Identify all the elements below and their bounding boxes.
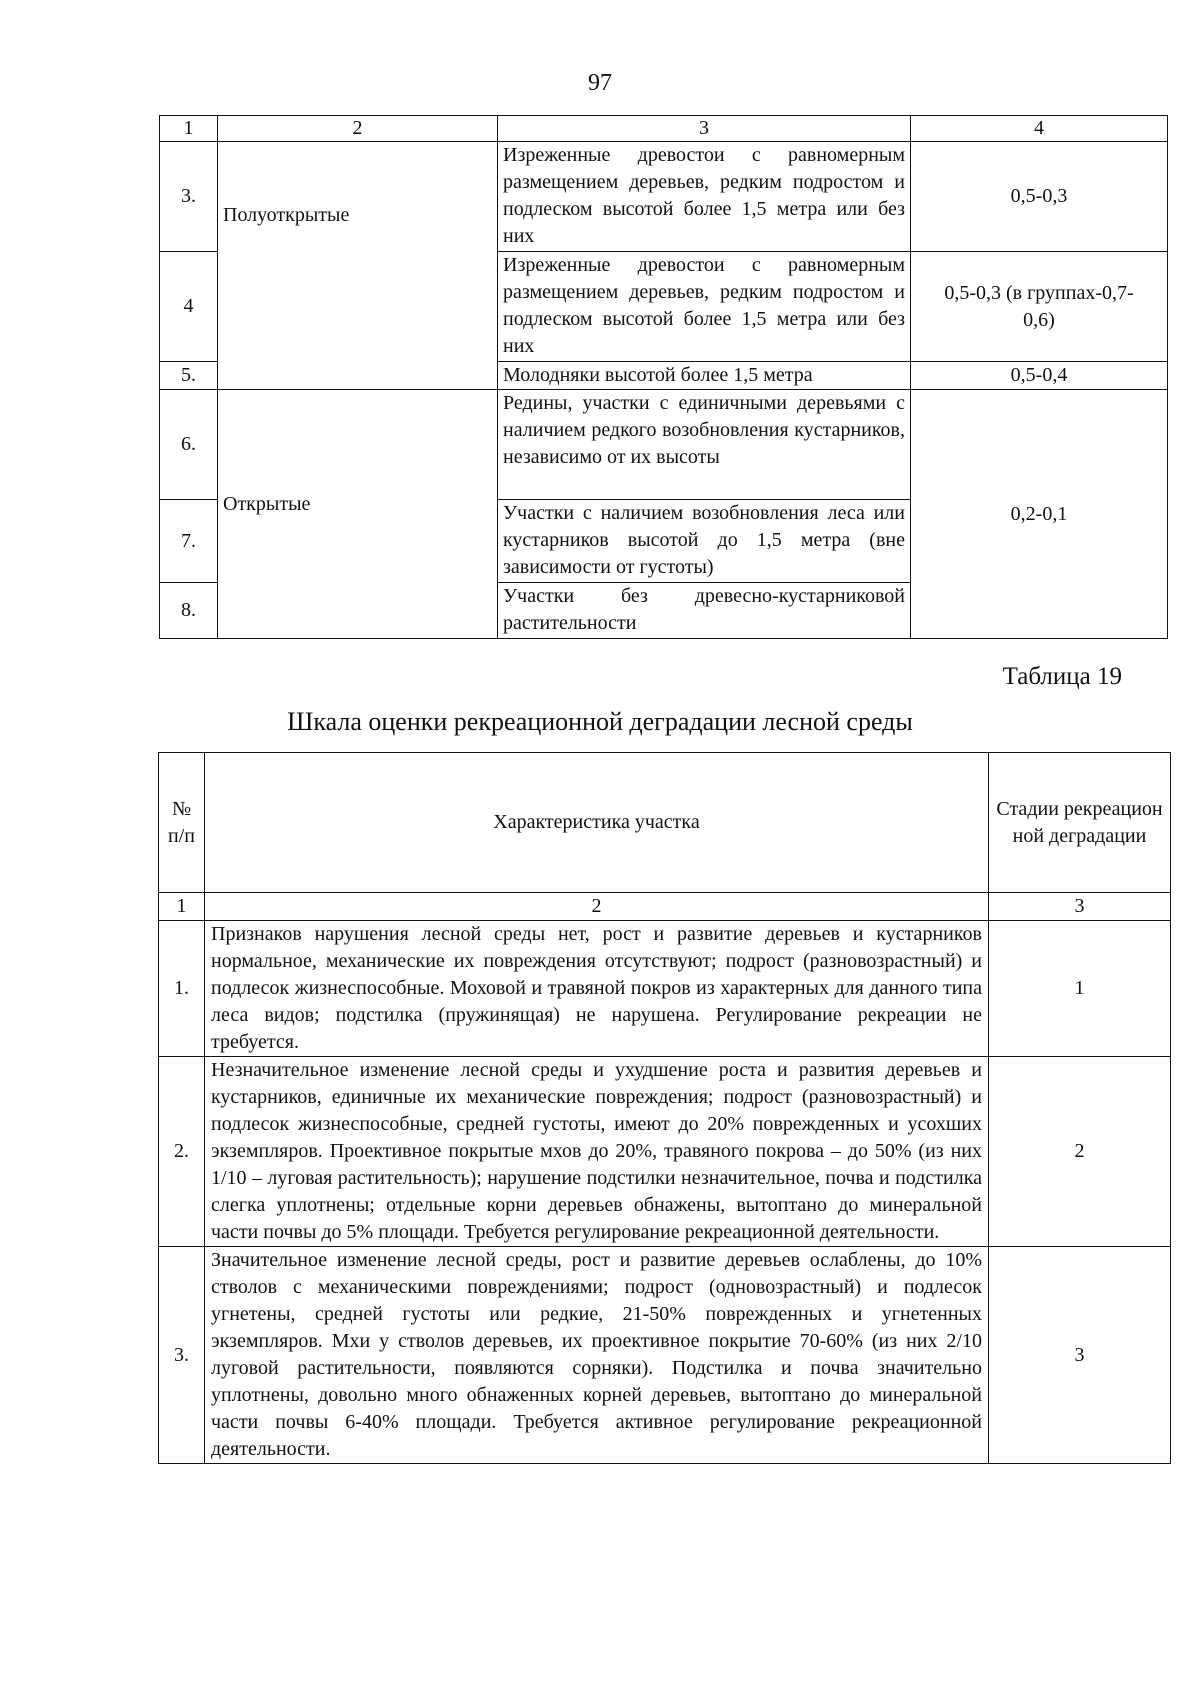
row-description: Участки с наличием возобновления леса или кустарников высотой до 1,5 метра (вне зависимости от густоты)	[498, 500, 911, 583]
row-stage: 3	[989, 1247, 1171, 1464]
row-number: 3.	[159, 1247, 205, 1464]
row-description: Молодняки высотой более 1,5 метра	[498, 362, 911, 390]
header-number: № п/п	[159, 753, 205, 893]
row-description: Редины, участки с единичными деревьями с наличием редкого возобновления кустарников, независимо от их высоты	[498, 390, 911, 500]
table-header-row	[159, 753, 1171, 893]
row-number: 4	[160, 252, 218, 362]
row-number: 6.	[160, 390, 218, 500]
table-header-row	[160, 116, 1168, 142]
row-stage: 2	[989, 1057, 1171, 1247]
row-characteristic: Незначительное изменение лесной среды и ухудшение роста и развития деревьев и кустарников, единичные их механические повреждения; подрост (разновозрастный) и подлесок жизнеспособные, средней густоты, имеют до 20% поврежденных и усохших экземпляров. Проективное покрытые мхов до 20%, травяного покрова – до 50% (из них 1/10 – луговая растительность); нарушение подстилки незначительное, почва и подстилка слегка уплотнены; отдельные корни деревьев обнажены, вытоптано до минеральной части почвы до 5% площади. Требуется регулирование рекреационной деятельности.	[205, 1057, 989, 1247]
header-characteristic: Характеристика участка	[205, 753, 989, 893]
table-degradation-scale	[158, 752, 1171, 1464]
row-number: 3.	[160, 142, 218, 252]
row-value: 0,5-0,3	[911, 142, 1168, 252]
row-number: 8.	[160, 583, 218, 639]
table-open-space-categories	[159, 115, 1168, 639]
col-number: 2	[205, 893, 989, 921]
row-value: 0,5-0,4	[911, 362, 1168, 390]
row-description: Изреженные древостои с равномерным размещением деревьев, редким подростом и подлеском высотой более 1,5 метра или без них	[498, 142, 911, 252]
table-row	[160, 390, 1168, 500]
row-number: 7.	[160, 500, 218, 583]
row-description: Изреженные древостои с равномерным размещением деревьев, редким подростом и подлеском высотой более 1,5 метра или без них	[498, 252, 911, 362]
col-number: 1	[159, 893, 205, 921]
row-characteristic: Признаков нарушения лесной среды нет, рост и развитие деревьев и кустарников нормальное, механические их повреждения отсутствуют; подрост (разновозрастный) и подлесок жизнеспособные. Моховой и травяной покров из характерных для данного типа леса видов; подстилка (пружинящая) не нарушена. Регулирование рекреации не требуется.	[205, 921, 989, 1057]
row-stage: 1	[989, 921, 1171, 1057]
col-number: 3	[498, 116, 911, 142]
col-number: 4	[911, 116, 1168, 142]
table-caption: Таблица 19	[1002, 663, 1122, 690]
table-row	[159, 921, 1171, 1057]
row-number: 2.	[159, 1057, 205, 1247]
row-description: Участки без древесно-кустарниковой растительности	[498, 583, 911, 639]
col-number: 1	[160, 116, 218, 142]
row-value: 0,2-0,1	[911, 390, 1168, 639]
row-characteristic: Значительное изменение лесной среды, рост и развитие деревьев ослаблены, до 10% стволов с механическими повреждениями; подрост (одновозрастный) и подлесок угнетены, средней густоты или редкие, 21-50% поврежденных и угнетенных экземпляров. Мхи у стволов деревьев, их проективное покрытие 70-60% (из них 2/10 луговой растительности, появляются сорняки). Подстилка и почва значительно уплотнены, довольно много обнаженных корней деревьев, вытоптано до минеральной части почвы 6-40% площади. Требуется активное регулирование рекреационной деятельности.	[205, 1247, 989, 1464]
table-row	[159, 1247, 1171, 1464]
table-row	[160, 142, 1168, 252]
row-number: 5.	[160, 362, 218, 390]
page-number: 97	[588, 70, 612, 96]
col-number: 3	[989, 893, 1171, 921]
table-row	[159, 1057, 1171, 1247]
table-title: Шкала оценки рекреационной деградации лесной среды	[287, 707, 913, 736]
header-stage: Стадии рекреационной деградации	[989, 753, 1171, 893]
row-value: 0,5-0,3 (в группах-0,7-0,6)	[911, 252, 1168, 362]
group-label: Открытые	[218, 390, 498, 639]
col-number: 2	[218, 116, 498, 142]
row-number: 1.	[159, 921, 205, 1057]
group-label: Полуоткрытые	[218, 142, 498, 390]
table-col-numbers-row	[159, 893, 1171, 921]
